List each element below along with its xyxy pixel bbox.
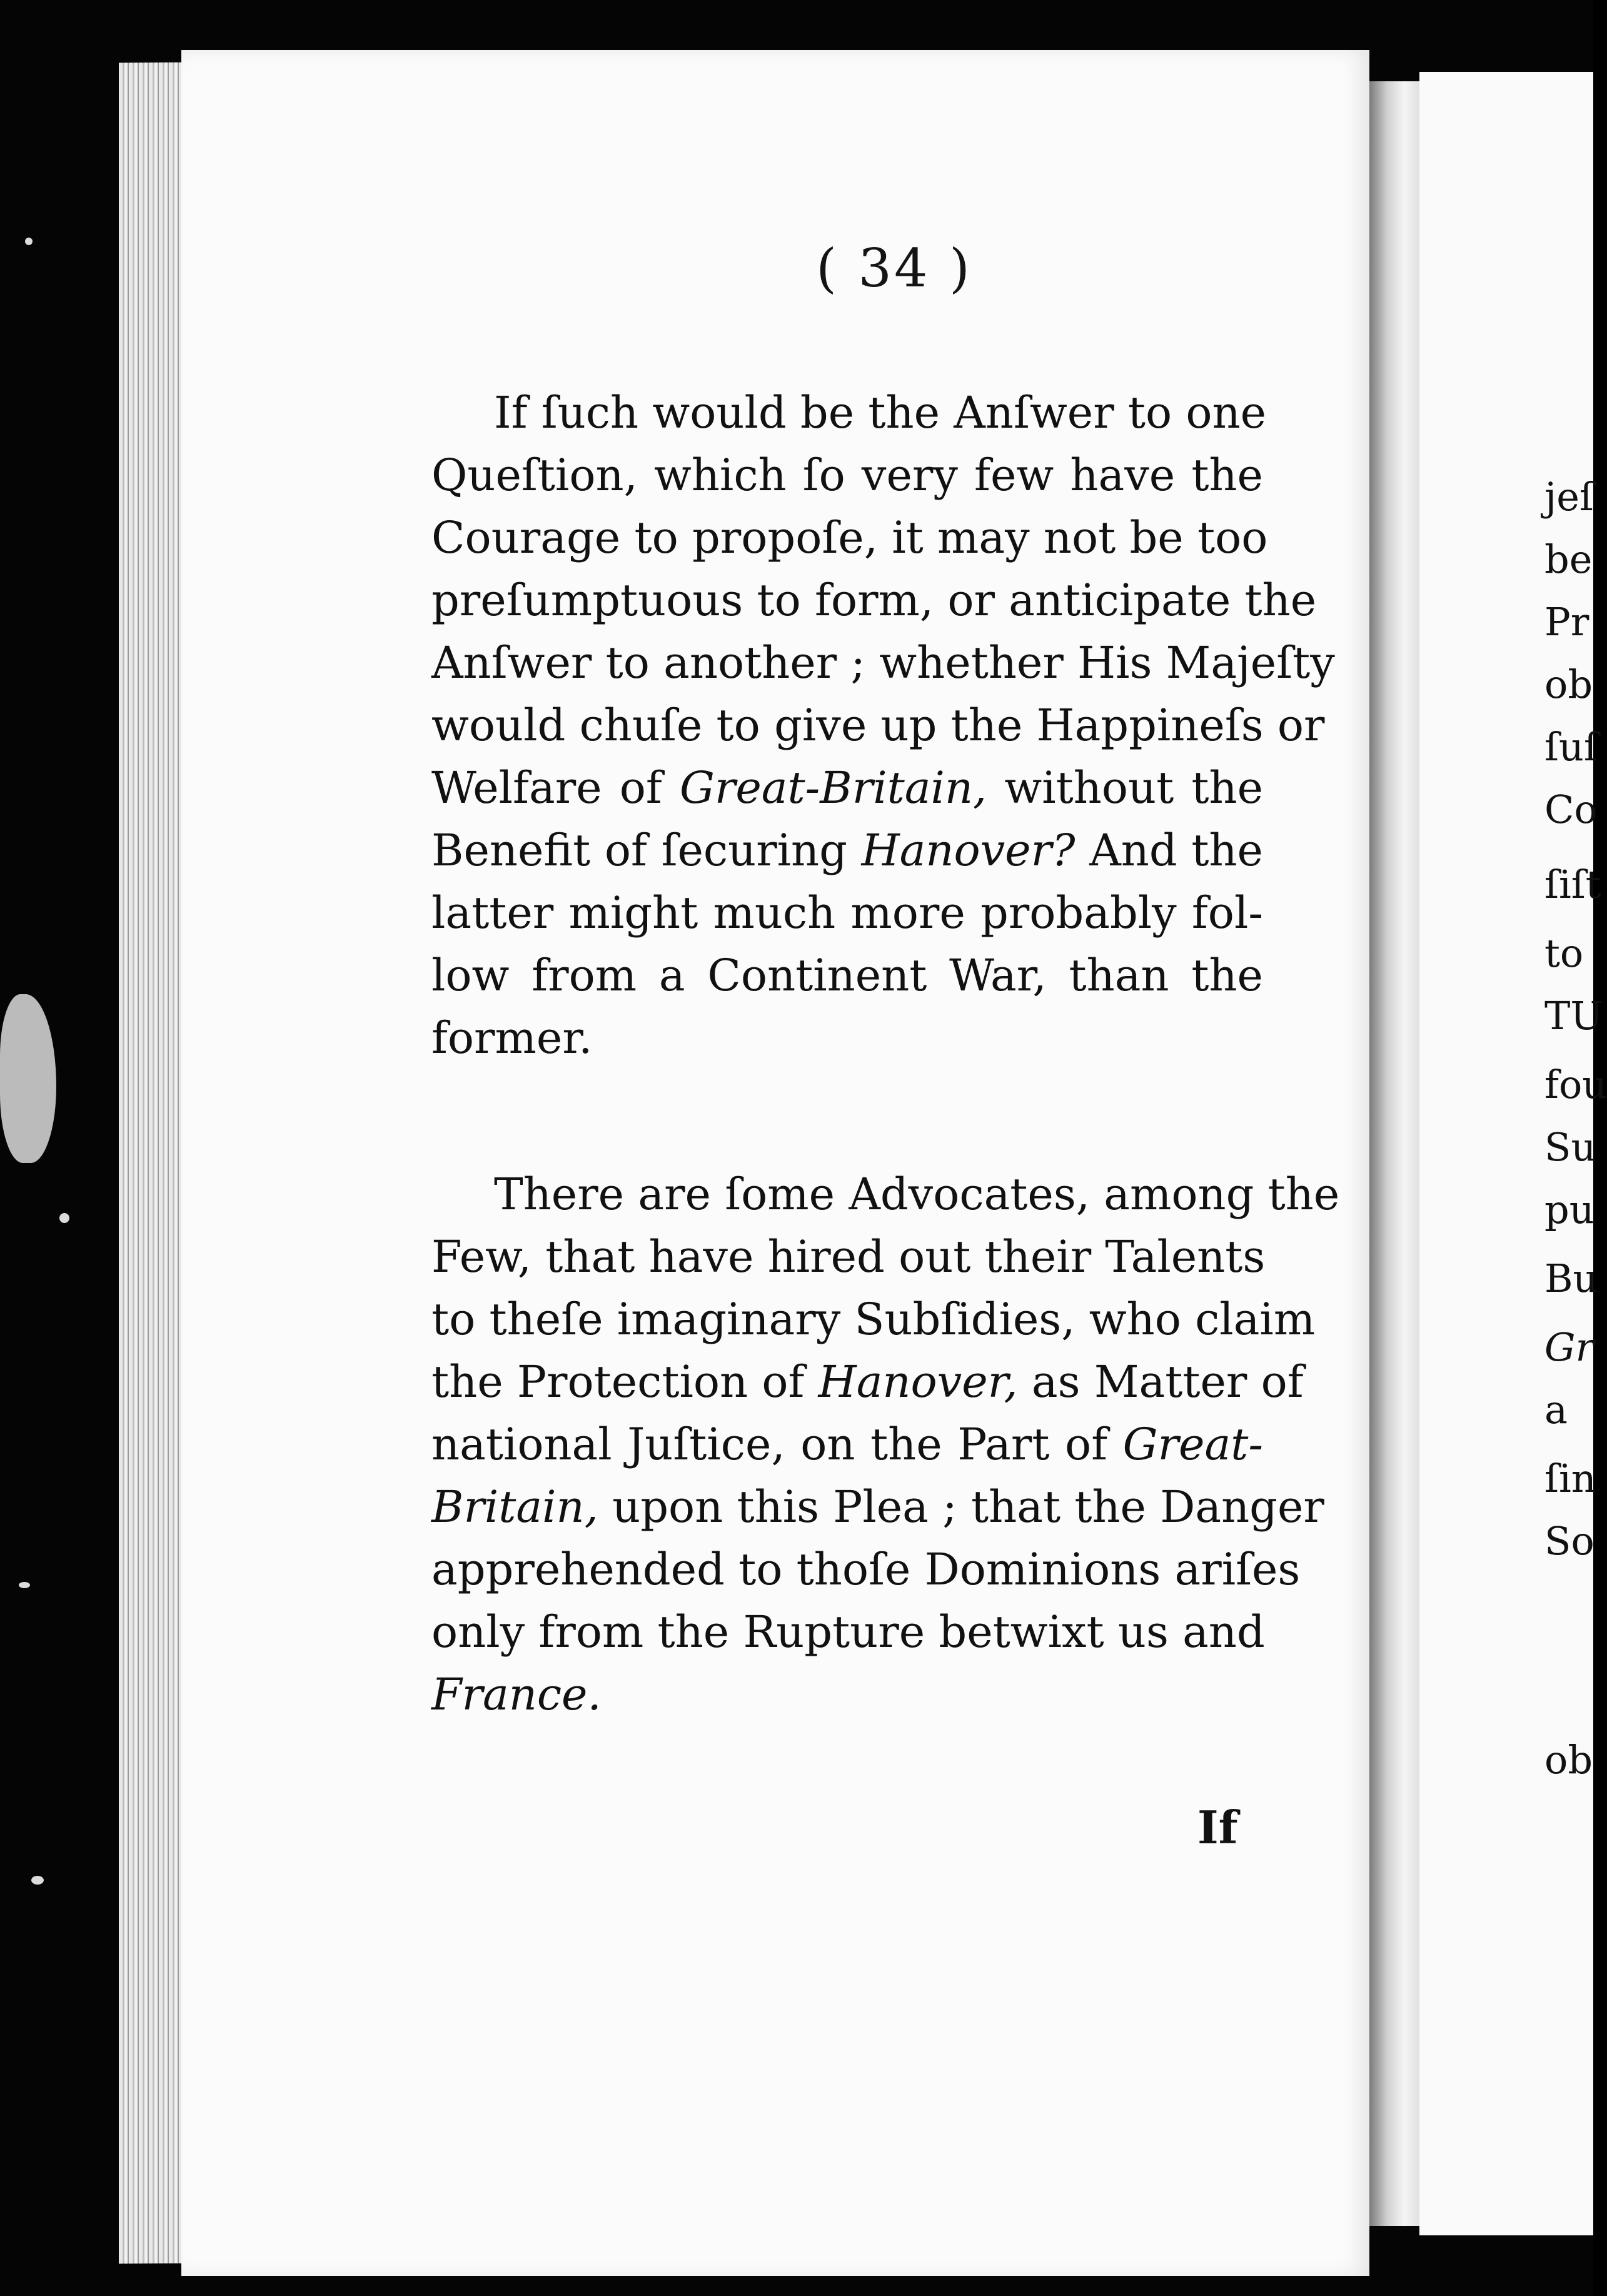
book-gutter (1369, 81, 1419, 2226)
text-line: latter might much more probably fol- (431, 887, 1263, 939)
facing-line-fragment: Pr (1544, 599, 1589, 645)
text-line: Welfare of Great-Britain, without the (431, 762, 1264, 813)
facing-line-fragment: be (1544, 536, 1593, 582)
facing-line-fragment: Gr (1544, 1324, 1594, 1370)
text-line: France. (431, 1669, 602, 1720)
facing-line-fragment: ob (1544, 662, 1593, 707)
text-line: If ſuch would be the Anſwer to one (494, 387, 1267, 438)
text-line: preſumptuous to form, or anticipate the (431, 575, 1317, 626)
facing-line-fragment: jeſ (1544, 474, 1594, 520)
text-line: would chuſe to give up the Happineſs or (431, 700, 1325, 751)
page-edge-stack (119, 63, 188, 2264)
facing-line-fragment: TU (1544, 993, 1603, 1039)
text-line: the Protection of Hanover, as Matter of (431, 1356, 1304, 1407)
text-line: apprehended to thoſe Dominions ariſes (431, 1544, 1301, 1595)
dust-speck (59, 1213, 69, 1223)
dust-speck (31, 1876, 44, 1885)
text-line: national Juſtice, on the Part of Great- (431, 1419, 1263, 1470)
text-line: low from a Continent War, than the (431, 950, 1263, 1001)
facing-line-fragment: ſiſt (1544, 862, 1601, 907)
facing-line-fragment: ſin (1544, 1456, 1596, 1501)
text-line: to theſe imaginary Subſidies, who claim (431, 1294, 1316, 1345)
catchword: If (1197, 1801, 1238, 1854)
text-line: Britain, upon this Plea ; that the Danger (431, 1481, 1324, 1533)
facing-line-fragment: ob (1544, 1737, 1593, 1783)
facing-line-fragment: Su (1544, 1124, 1596, 1170)
text-line: only from the Rupture betwixt us and (431, 1606, 1265, 1658)
facing-line-fragment: pu (1544, 1187, 1594, 1232)
facing-line-fragment: fou (1544, 1062, 1607, 1107)
facing-line-fragment: So (1544, 1518, 1594, 1564)
facing-line-fragment: Bu (1544, 1256, 1598, 1301)
facing-line-fragment: Co (1544, 787, 1598, 832)
facing-line-fragment: ſuſ (1544, 724, 1598, 770)
text-line: Queſtion, which ſo very few have the (431, 450, 1263, 501)
text-line: Benefit of ſecuring Hanover? And the (431, 825, 1263, 876)
text-line: former. (431, 1012, 593, 1064)
text-line: Anſwer to another ; whether His Majeſty (431, 637, 1335, 688)
text-line: There are ſome Advocates, among the (494, 1169, 1340, 1220)
facing-line-fragment: a (1544, 1387, 1568, 1432)
text-line: Courage to propoſe, it may not be too (431, 512, 1268, 563)
text-line: Few, that have hired out their Talents (431, 1231, 1266, 1282)
page-number: ( 34 ) (816, 238, 972, 299)
dust-speck (25, 238, 33, 245)
facing-line-fragment: to (1544, 930, 1584, 976)
dust-speck (19, 1582, 30, 1588)
